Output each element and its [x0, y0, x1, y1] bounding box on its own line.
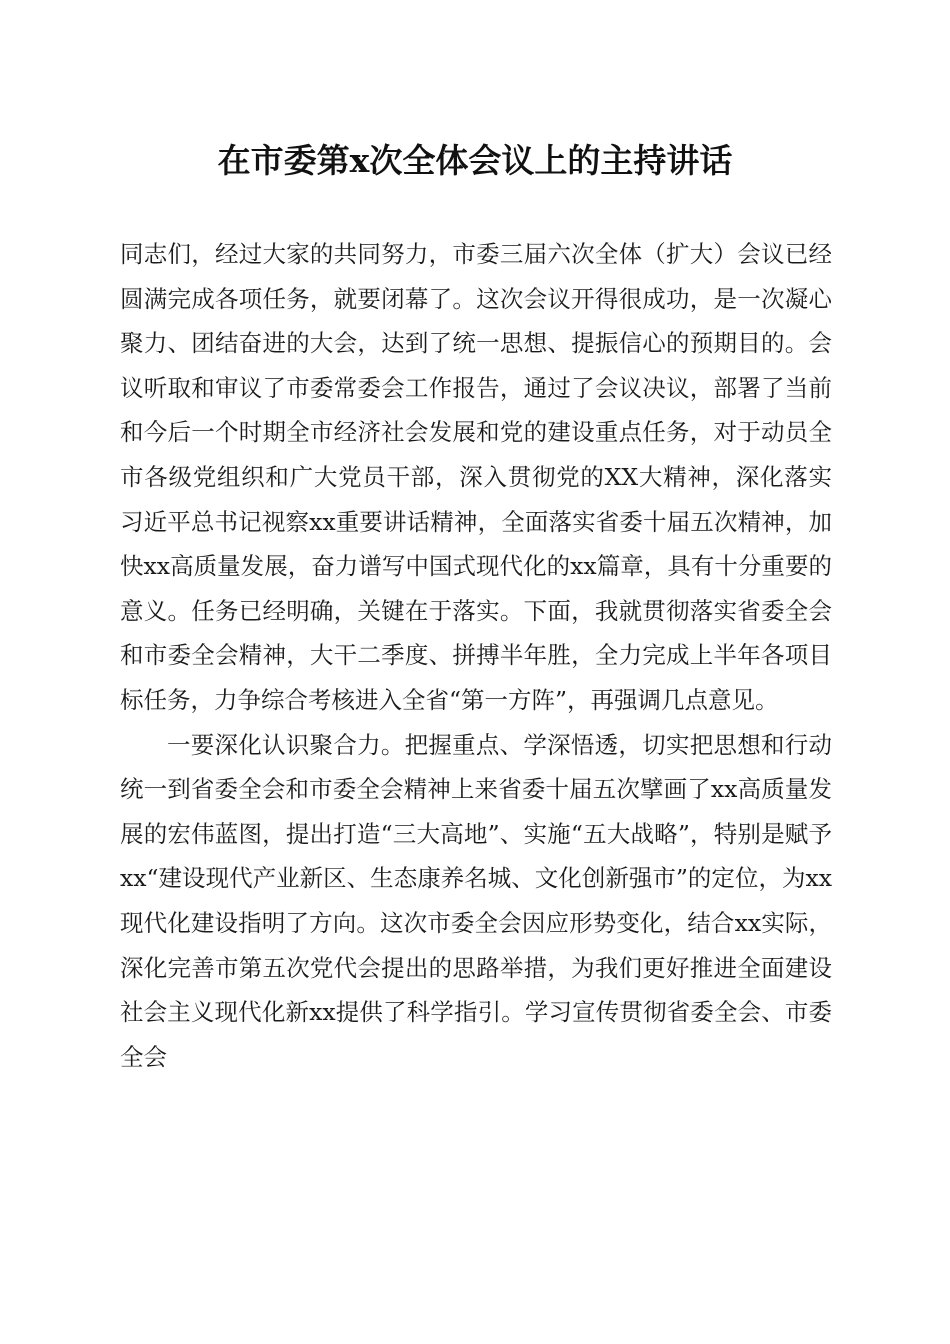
document-title: 在市委第x次全体会议上的主持讲话: [217, 141, 733, 180]
document-body: [120, 232, 832, 1079]
paragraph-opening: 同志们，经过大家的共同努力，市委三届六次全体（扩大）会议已经圆满完成各项任务，就要闭幕了。这次会议开得很成功，是一次凝心聚力、团结奋进的大会，达到了统一思想、提振信心的预期目的。会议听取和审议了市委常委会工作报告，通过了会议决议，部署了当前和今后一个时期全市经济社会发展和党的建设重点任务，对于动员全市各级党组织和广大党员干部，深入贯彻党的XX大精神，深化落实习近平总书记视察xx重要讲话精神，全面落实省委十届五次精神，加快xx高质量发展，奋力谱写中国式现代化的xx篇章，具有十分重要的意义。任务已经明确，关键在于落实。下面，我就贯彻落实省委全会和市委全会精神，大干二季度、拼搏半年胜，全力完成上半年各项目标任务，力争综合考核进入全省“第一方阵”，再强调几点意见。: [120, 240, 832, 714]
paragraph-point-one: 一要深化认识聚合力。把握重点、学深悟透，切实把思想和行动统一到省委全会和市委全会精神上来省委十届五次擘画了xx高质量发展的宏伟蓝图，提出打造“三大高地”、实施“五大战略”，特别是赋予xx“建设现代产业新区、生态康养名城、文化创新强市”的定位，为xx现代化建设指明了方向。这次市委全会因应形势变化，结合xx实际，深化完善市第五次党代会提出的思路举措，为我们更好推进全面建设社会主义现代化新xx提供了科学指引。学习宣传贯彻省委全会、市委全会: [120, 730, 832, 1071]
